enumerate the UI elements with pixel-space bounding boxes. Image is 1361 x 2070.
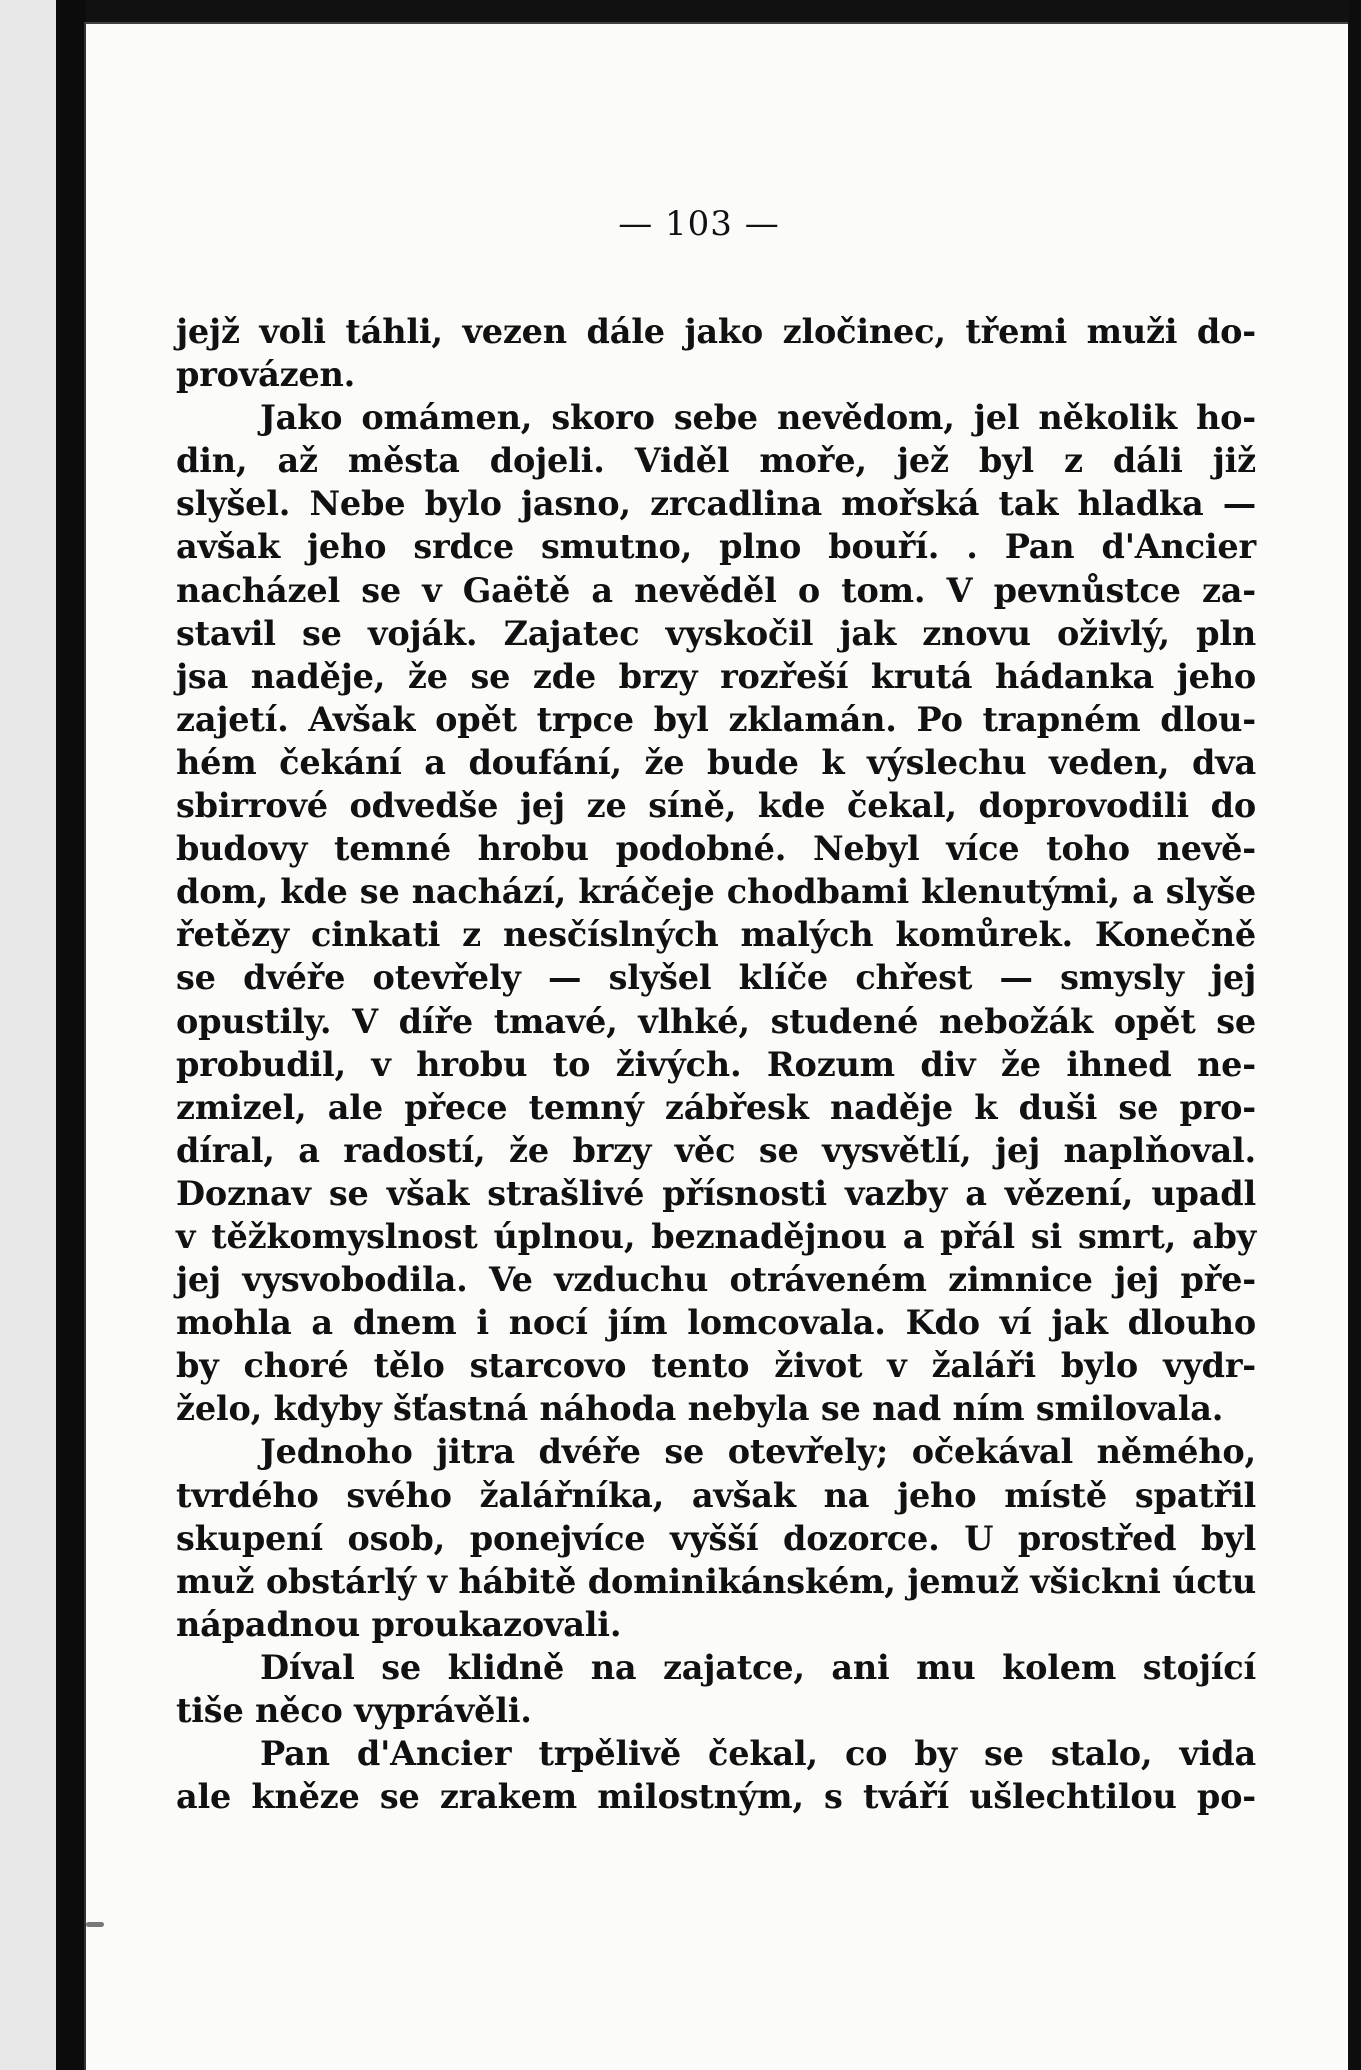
- text-line: řetězy cinkati z nesčíslných malých komůrek. Konečně: [176, 915, 1256, 955]
- text-line: zmizel, ale přece temný zábřesk naděje k duši se pro-: [176, 1087, 1256, 1127]
- text-line: din, až města dojeli. Viděl moře, jež byl z dáli již: [176, 441, 1256, 481]
- text-line: probudil, v hrobu to živých. Rozum div že ihned ne-: [176, 1044, 1256, 1084]
- text-line: želo, kdyby šťastná náhoda nebyla se nad ním smilovala.: [176, 1389, 1224, 1429]
- binding-gutter: [56, 0, 86, 2070]
- text-line: jejž voli táhli, vezen dále jako zločinec, třemi muži do-: [176, 312, 1256, 351]
- text-line: skupení osob, ponejvíce vyšší dozorce. U prostřed byl: [176, 1518, 1256, 1558]
- text-line: nápadnou proukazovali.: [176, 1604, 622, 1644]
- body-text: [176, 310, 1256, 1818]
- page-sheet: [84, 22, 1348, 2070]
- text-line: stavil se voják. Zajatec vyskočil jak znovu oživlý, pln: [176, 613, 1256, 653]
- text-line: slyšel. Nebe bylo jasno, zrcadlina mořská tak hladka —: [176, 484, 1256, 524]
- text-line: zajetí. Avšak opět trpce byl zklamán. Po trapném dlou-: [176, 699, 1256, 739]
- text-line: by choré tělo starcovo tento život v žaláři bylo vydr-: [176, 1346, 1256, 1386]
- scan-right-border: [1349, 0, 1361, 2070]
- text-line: v těžkomyslnost úplnou, beznadějnou a přál si smrt, aby: [176, 1216, 1256, 1256]
- previous-page-edge: [0, 0, 60, 2070]
- text-line: Jednoho jitra dvéře se otevřely; očekával němého,: [260, 1432, 1256, 1472]
- text-line: opustily. V díře tmavé, vlhké, studené nebožák opět se: [176, 1001, 1256, 1041]
- text-line: dom, kde se nachází, kráčeje chodbami klenutými, a slyše: [176, 872, 1256, 912]
- text-line: ale kněze se zrakem milostným, s tváří ušlechtilou po-: [176, 1777, 1256, 1817]
- text-line: Pan d'Ancier trpělivě čekal, co by se stalo, vida: [260, 1734, 1256, 1774]
- text-line: avšak jeho srdce smutno, plno bouří. . Pan d'Ancier: [176, 527, 1256, 567]
- text-line: sbirrové odvedše jej ze síně, kde čekal, doprovodili do: [176, 786, 1256, 826]
- text-line: provázen.: [176, 355, 356, 395]
- text-line: mohla a dnem i nocí jím lomcovala. Kdo ví jak dlouho: [176, 1303, 1256, 1343]
- text-line: muž obstárlý v hábitě dominikánském, jemuž všickni úctu: [176, 1561, 1256, 1601]
- text-line: budovy temné hrobu podobné. Nebyl více toho nevě-: [176, 829, 1256, 869]
- scan-speck: [86, 1922, 104, 1927]
- text-line: díral, a radostí, že brzy věc se vysvětlí, jej naplňoval.: [176, 1130, 1256, 1170]
- text-line: Díval se klidně na zajatce, ani mu kolem stojící: [260, 1647, 1256, 1687]
- text-line: tiše něco vyprávěli.: [176, 1691, 532, 1730]
- text-line: hém čekání a doufání, že bude k výslechu veden, dva: [176, 742, 1256, 782]
- text-line: nacházel se v Gaëtě a nevěděl o tom. V pevnůstce za-: [176, 570, 1256, 610]
- text-line: Jako omámen, skoro sebe nevědom, jel několik ho-: [260, 398, 1256, 438]
- page-number: — 103 —: [618, 204, 780, 244]
- text-line: jej vysvobodila. Ve vzduchu otráveném zimnice jej pře-: [176, 1260, 1256, 1300]
- text-line: Doznav se však strašlivé přísnosti vazby a vězení, upadl: [176, 1173, 1256, 1213]
- text-line: se dvéře otevřely — slyšel klíče chřest — smysly jej: [176, 958, 1256, 998]
- text-line: tvrdého svého žalářníka, avšak na jeho místě spatřil: [176, 1475, 1256, 1515]
- text-line: jsa naděje, že se zde brzy rozřeší krutá hádanka jeho: [176, 656, 1256, 696]
